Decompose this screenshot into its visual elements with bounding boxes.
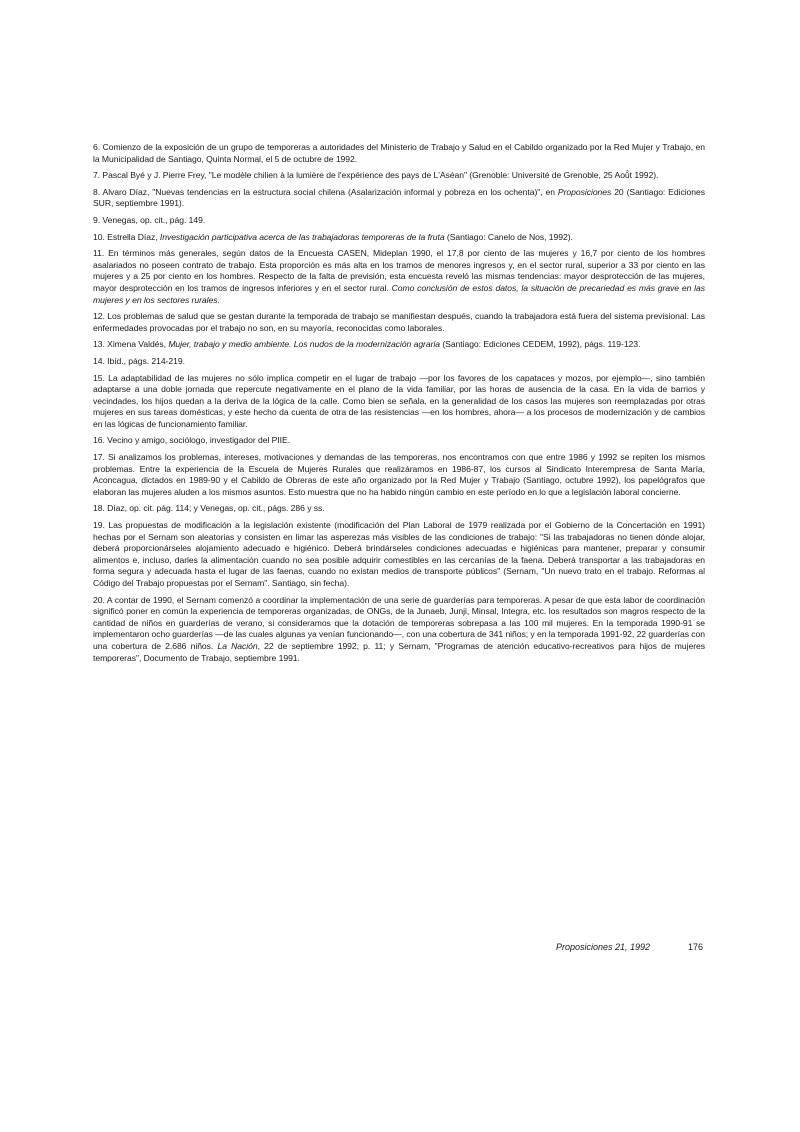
footnotes: [93, 142, 705, 669]
footnote: [93, 373, 705, 431]
footnote-text: 9. Venegas, op. cit., pág. 149.: [93, 214, 206, 225]
footnote-text: 12. Los problemas de salud que se gestan durante la temporada de trabajo se manifiestan después, cuando la trabajadora está fuera del sistema previsional. Las enfermedades provocadas por el trabajo no son, en su mayoría, reconocidas como laborales.: [93, 311, 705, 333]
footnote-text: 11. En términos más generales, según datos de la Encuesta CASEN, Mideplan 1990, el 17,8 por ciento de las mujeres y 16,7 por ciento de los hombres asalariados no poseen contrato de trabajo. Esta proporción es más alta en los tramos de menores ingresos y, en el sector rural, superior a 33 por ciento en las mujeres y a 25 por ciento en los hombres. Respecto de la falta de previsión, esta encuesta reveló las mismas tendencias: mayor desprotección de las mujeres, mayor desprotección en los tramos de ingresos inferiores y en el sector rural.: [93, 248, 705, 293]
footnote: [93, 435, 705, 447]
footnote-text: 19. Las propuestas de modificación a la legislación existente (modificación del Plan Laboral de 1979 realizada por el Gobierno de la Concertación en 1991) hechas por el Sernam son aleatorias y consisten en limar las asperezas más visibles de las condiciones de trabajo: "Si las trabajadoras no tienen dónde alojar, deberá proporcionárseles alojamiento adecuado e higiénico. Deberá brindárseles condiciones adecuadas e higiénicas para mantener, preparar y consumir alimentos e, incluso, darles la alimentación cuando no sea posible adquirir comestibles en las cercanías de la faena. Deberá transportar a las trabajadoras en forma segura y adecuada hasta el lugar de las faenas, cuando no existan medios de transporte públicos" (Sernam, "Un nuevo trato en el trabajo. Reformas al Código del Trabajo propuestas por el Sernam". Santiago, sin fecha).: [93, 520, 705, 588]
footnote-text: 13. Ximena Valdés,: [93, 339, 169, 350]
footnote-italic-text: Como conclusión de estos datos, la situación de precariedad es más grave en las mujeres y en los sectores rurales.: [93, 282, 705, 305]
footnote-italic-text: La Nación: [217, 640, 258, 651]
footnote: [93, 311, 705, 334]
footnote: [93, 142, 705, 165]
footnote-italic-text: Proposiciones: [557, 186, 612, 197]
footnote-text: 8. Alvaro Díaz, "Nuevas tendencias en la estructura social chilena (Asalarización informal y pobreza en los ochenta)", en: [93, 186, 558, 197]
footnote: [93, 503, 705, 515]
footnote-text: 16. Vecino y amigo, sociólogo, investigador del PIIE.: [93, 435, 291, 446]
footnote: [93, 339, 705, 351]
footnote-text: 10. Estrella Díaz,: [93, 231, 160, 242]
footnote-text: (Santiago: Ediciones CEDEM, 1992), págs. 119-123.: [439, 339, 641, 350]
footnote-text: , 22 de septiembre 1992, p. 11; y Sernam, "Programas de atención educativo-recreativos para hijos de mujeres temporeras", Documento de Trabajo, septiembre 1991.: [93, 640, 705, 663]
footnote: [93, 232, 705, 244]
footnote: [93, 187, 705, 210]
footnote-text: 17. Si analizamos los problemas, intereses, motivaciones y demandas de las temporeras, nos encontramos con que entre 1986 y 1992 se repiten los mismos problemas. Entre la experiencia de la Escuela de Mujeres Rurales que realizáramos en 1986-87, los cursos al Sindicato Interempresa de Santa María, Aconcagua, dictados en 1989-90 y el Cabildo de Obreras de este año organizado por la Red Mujer y Trabajo (Santiago, octubre 1992), los papelógrafos que elaboran las mujeres aluden a los mismos asuntos. Esto muestra que no ha habido ningún cambio en este período en lo que a legislación laboral concierne.: [93, 452, 705, 497]
footnote-text: 7. Pascal Byé y J. Pierre Frey, "Le modèle chilien à la lumière de l'expérience des pays de L'Aséan" (Grenoble: Université de Grenoble, 25 Aoû̂t 1992).: [93, 170, 659, 181]
footnote-text: 20 (Santiago: Ediciones SUR, septiembre 1991).: [93, 186, 705, 209]
page-number: 176: [688, 942, 704, 952]
footnote-text: 15. La adaptabilidad de las mujeres no sólo implica competir en el lugar de trabajo —por los favores de los capataces y mozos, por ejemplo—, sino también adaptarse a una doble jornada que repercute negativamente en el plano de la vida familiar, por las horas de ausencia de la casa. En la vida de barrios y vecindades, los hijos quedan a la deriva de la lógica de la calle. Como bien se señala, en la generalidad de los casos las mujeres son reemplazadas por otras mujeres en sus tareas domésticas, y este hecho da cuenta de otra de las resistencias —en los hombres, ahora— a los procesos de modernización y de cambios en las lógicas de funcionamiento familiar.: [93, 372, 705, 429]
footnote: [93, 595, 705, 665]
footnote-italic-text: Mujer, trabajo y medio ambiente. Los nudos de la modernización agraria: [168, 339, 440, 350]
journal-citation: Proposiciones 21, 1992: [556, 942, 651, 952]
footnote-text: 6. Comienzo de la exposición de un grupo de temporeras a autoridades del Ministerio de Trabajo y Salud en el Cabildo organizado por la Red Mujer y Trabajo, en la Municipalidad de Santiago, Quinta Normal, el 5 de octubre de 1992.: [93, 142, 705, 164]
footnote-text: 14. Ibíd., págs. 214-219.: [93, 355, 185, 366]
footnote: [93, 452, 705, 498]
footnote: [93, 356, 705, 368]
footnote: [93, 215, 705, 227]
footnote-text: (Santiago: Canelo de Nos, 1992).: [444, 231, 573, 242]
footnote-text: 20. A contar de 1990, el Sernam comenzó a coordinar la implementación de una serie de guarderías para temporeras. A pesar de que esta labor de coordinación significó poner en común la experiencia de temporeras organizadas, de ONGs, de la Junaeb, Junji, Minsal, Integra, etc. los resultados son magros respecto de la cantidad de niños en guarderías de verano, si consideramos que la dotación de temporeras sobrepasa a las 100 mil mujeres. En la temporada 1990-91 se implementaron ocho guarderías —de las cuales algunas ya venían funcionando—, con una cobertura de 341 niños; y en la temporada 1991-92, 22 guarderías con una cobertura de 2.686 niños.: [93, 594, 705, 651]
footnote: [93, 248, 705, 306]
footnote: [93, 170, 705, 182]
footnote-text: 18. Díaz, op. cit. pág. 114; y Venegas, op. cit., págs. 286 y ss.: [93, 503, 325, 514]
footnote: [93, 520, 705, 590]
footnote-italic-text: Investigación participativa acerca de las trabajadoras temporeras de la fruta: [159, 231, 445, 242]
